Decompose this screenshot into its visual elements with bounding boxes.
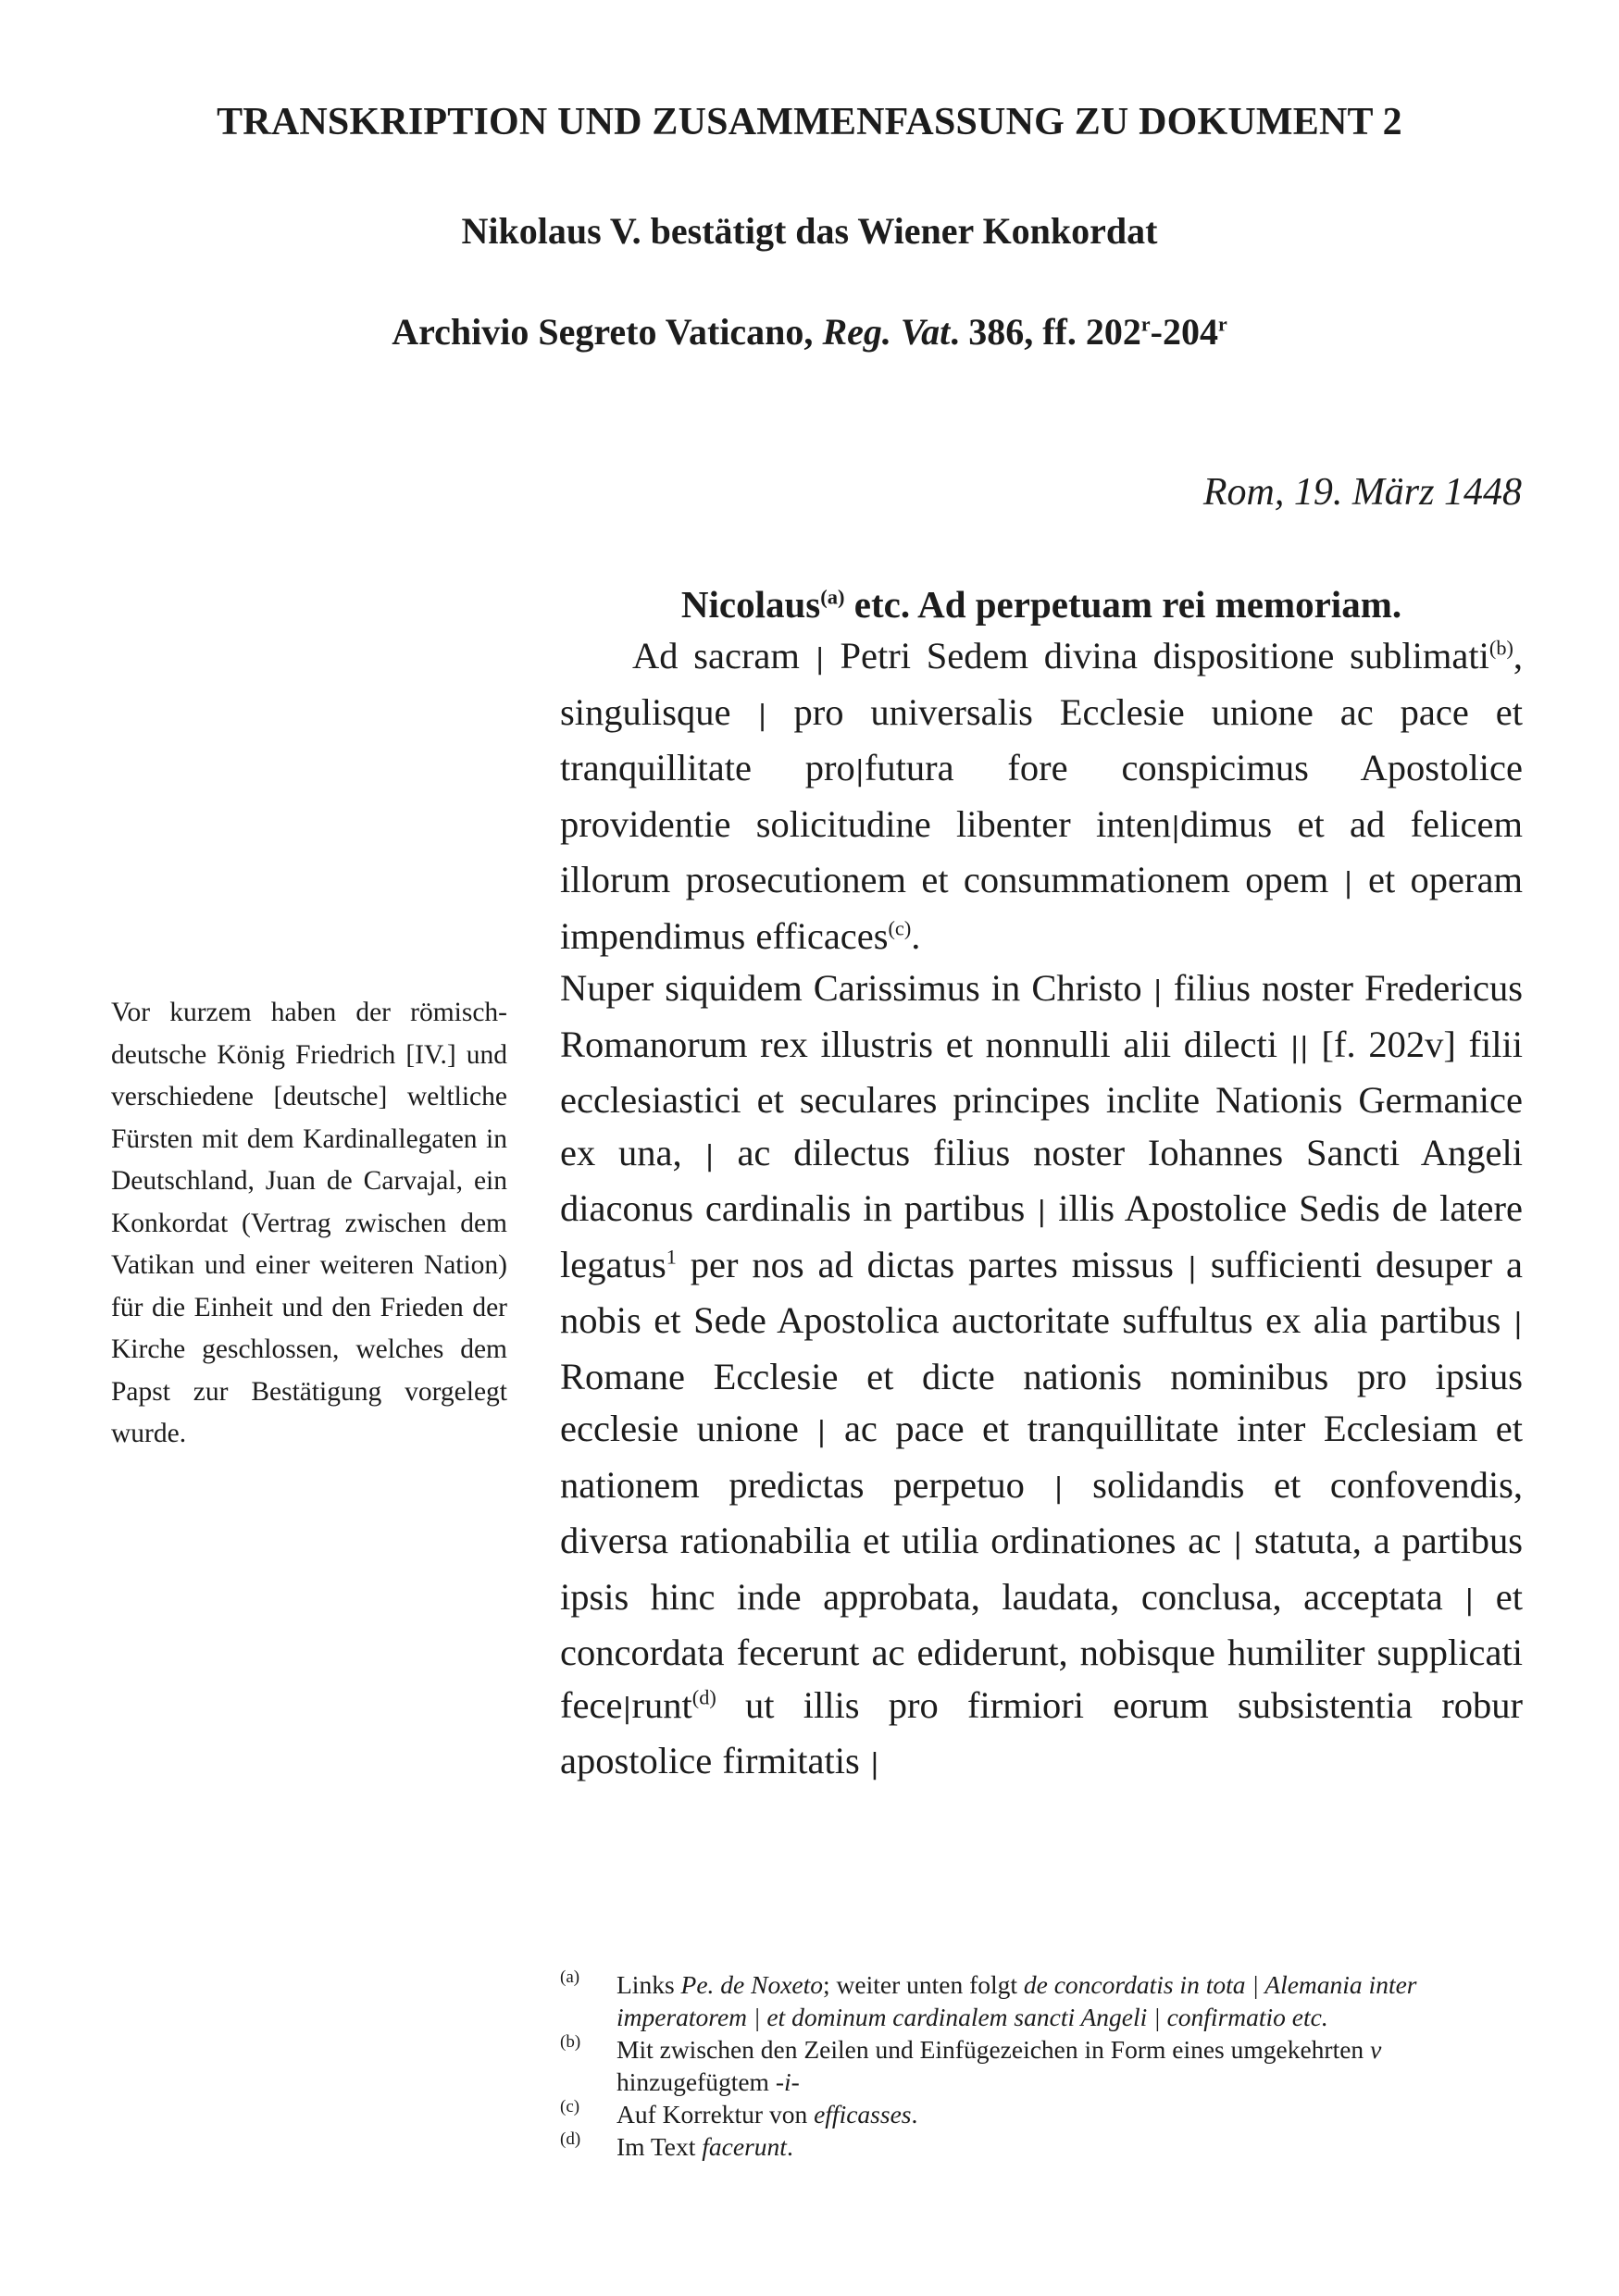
text-run: Ad sacram bbox=[632, 635, 816, 676]
footnote-ref-a: (a) bbox=[820, 585, 845, 609]
text-run: et concordata fecerunt ac ediderunt, nobisque humiliter supplicati fece bbox=[560, 1575, 1523, 1726]
line-break-mark: | bbox=[1233, 1528, 1243, 1560]
archive-folio-end: -204 bbox=[1150, 311, 1218, 353]
archive-reference bbox=[0, 310, 1619, 354]
footnote-text: Links bbox=[616, 1970, 681, 1999]
transcription bbox=[560, 578, 1523, 1792]
line-break-mark: | bbox=[1464, 1583, 1475, 1617]
heading-rest: etc. Ad perpetuam rei memoriam. bbox=[844, 583, 1402, 626]
footnote-text: . bbox=[786, 2132, 793, 2161]
line-break-mark: | bbox=[622, 1692, 632, 1725]
footnote-italic: -i- bbox=[775, 2067, 800, 2096]
transcription-body bbox=[560, 630, 1523, 1792]
line-break-mark: | bbox=[1053, 1471, 1064, 1505]
line-break-mark: | bbox=[1171, 811, 1181, 844]
transcription-paragraph-1 bbox=[560, 630, 1523, 962]
document-date: Rom, 19. März 1448 bbox=[1202, 471, 1522, 514]
document-subtitle: Nikolaus V. bestätigt das Wiener Konkordat bbox=[461, 210, 1158, 252]
footnote-a bbox=[560, 1968, 1523, 2033]
archive-recto-mark: r bbox=[1140, 312, 1151, 336]
summary-sidebar: Vor kurzem haben der römisch-deutsche König Friedrich [IV.] und verschiedene [deutsche] weltliche Fürsten mit dem Kardinallegaten in Deutschland, Juan de Carvajal, ein Konkordat (Vertrag zwischen dem Vatikan und einer weiteren Nation) für die Einheit und den Frieden der Kirche geschlossen, welches dem Papst zur Bestätigung vorgelegt wurde. bbox=[111, 998, 507, 1448]
footnote-text: Auf Korrektur von bbox=[616, 2100, 815, 2128]
footnote-c bbox=[560, 2098, 1523, 2130]
text-run: per nos ad dictas partes missus bbox=[676, 1243, 1188, 1285]
line-break-mark: | bbox=[1037, 1196, 1047, 1228]
archive-recto-mark-end: r bbox=[1217, 312, 1227, 336]
text-run: Romane Ecclesie et dicte nationis nominibus pro ipsius ecclesie unione bbox=[560, 1355, 1523, 1449]
text-run: Nuper siquidem Carissimus in Christo bbox=[560, 967, 1153, 1009]
text-run: futura fore conspicimus Apostolice providentie solicitudine libenter inten bbox=[560, 747, 1523, 845]
line-break-mark: | bbox=[854, 755, 865, 788]
footnote-mark: (a) bbox=[560, 1967, 580, 1987]
archive-register: Reg. Vat bbox=[822, 311, 951, 353]
archive-folio: . 386, ff. 202 bbox=[950, 311, 1141, 353]
text-run: Petri Sedem divina dispositione sublimati bbox=[824, 635, 1489, 676]
footnote-italic: v bbox=[1370, 2035, 1382, 2064]
transcription-paragraph-2 bbox=[560, 962, 1523, 1792]
line-break-mark: | bbox=[1152, 975, 1163, 1008]
line-break-mark: | bbox=[816, 1416, 827, 1448]
line-break-mark: | bbox=[869, 1748, 880, 1781]
footnote-italic: facerunt bbox=[702, 2132, 787, 2161]
text-run: , singulisque bbox=[560, 635, 1523, 733]
text-run: filius noster Fredericus Romanorum rex illustris et nonnulli alii dilecti bbox=[560, 967, 1523, 1065]
line-break-mark: | bbox=[757, 699, 767, 732]
text-run: solidandis et confovendis, diversa rationabilia et utilia ordinationes ac bbox=[560, 1463, 1523, 1561]
footnote-text: Mit zwischen den Zeilen und Einfügezeichen in Form eines umgekehrten bbox=[616, 2035, 1371, 2064]
footnote-text: ; weiter unten folgt bbox=[823, 1970, 1024, 1999]
footnote-italic: efficasses bbox=[814, 2100, 912, 2128]
line-break-mark: | bbox=[704, 1139, 715, 1173]
text-run: et operam impendimus efficaces bbox=[560, 859, 1523, 957]
footnote-ref-b: (b) bbox=[1488, 636, 1513, 660]
line-break-mark: | bbox=[1343, 867, 1353, 900]
text-run: pro universalis Ecclesie unione ac pace et tranquillitate pro bbox=[560, 690, 1523, 788]
text-run: ac dilectus filius noster Iohannes Sancti Angeli diaconus cardinalis in partibus bbox=[560, 1131, 1524, 1229]
footnote-mark: (b) bbox=[560, 2032, 581, 2052]
footnote-mark: (c) bbox=[560, 2097, 580, 2116]
footnote-mark: (d) bbox=[560, 2129, 581, 2149]
text-run: statuta, a partibus ipsis hinc inde approbata, laudata, conclusa, acceptata bbox=[560, 1520, 1523, 1618]
text-run: sufficienti desuper a nobis et Sede Apostolica auctoritate suffultus ex alia partibus bbox=[560, 1243, 1524, 1341]
archive-prefix: Archivio Segreto Vaticano, bbox=[392, 311, 814, 353]
text-run: dimus et ad felicem illorum prosecutionem et consummationem opem bbox=[560, 802, 1523, 900]
line-break-mark: | bbox=[1187, 1251, 1197, 1285]
footnote-text: Im Text bbox=[616, 2132, 703, 2161]
footnote-d bbox=[560, 2130, 1523, 2163]
footnote-italic: de concordatis in tota | Alemania inter imperatorem | et dominum cardinalem sancti Angeli | confirmatio etc. bbox=[616, 1970, 1417, 2031]
text-run: [f. 202v] filii ecclesiastici et seculares principes inclite Nationis Germanice ex una, bbox=[560, 1023, 1523, 1173]
footnote-ref-1: 1 bbox=[666, 1245, 677, 1268]
footnote-ref-c: (c) bbox=[888, 916, 912, 939]
line-break-mark: | bbox=[815, 643, 825, 676]
text-run: ut illis pro firmiori eorum subsistentia robur apostolice firmitatis bbox=[560, 1683, 1523, 1781]
footnote-text: hinzugefügtem bbox=[616, 2067, 776, 2096]
footnote-ref-d: (d) bbox=[691, 1685, 716, 1708]
line-break-mark: | bbox=[1513, 1308, 1523, 1340]
footnote-text: . bbox=[911, 2100, 918, 2128]
footnote-b bbox=[560, 2033, 1523, 2098]
footnote-italic: Pe. de Noxeto bbox=[680, 1970, 823, 1999]
text-run: runt bbox=[631, 1683, 692, 1726]
folio-break-mark: || bbox=[1289, 1031, 1309, 1064]
text-run: illis Apostolice Sedis de latere legatus bbox=[560, 1187, 1523, 1285]
transcription-heading bbox=[560, 578, 1523, 630]
text-run: ac pace et tranquillitate inter Ecclesiam et nationem predictas perpetuo bbox=[560, 1408, 1523, 1506]
heading-name: Nicolaus bbox=[680, 583, 821, 626]
text-run: . bbox=[911, 914, 921, 957]
document-title: TRANSKRIPTION UND ZUSAMMENFASSUNG ZU DOKUMENT 2 bbox=[217, 101, 1402, 143]
footnotes bbox=[560, 1968, 1523, 2163]
